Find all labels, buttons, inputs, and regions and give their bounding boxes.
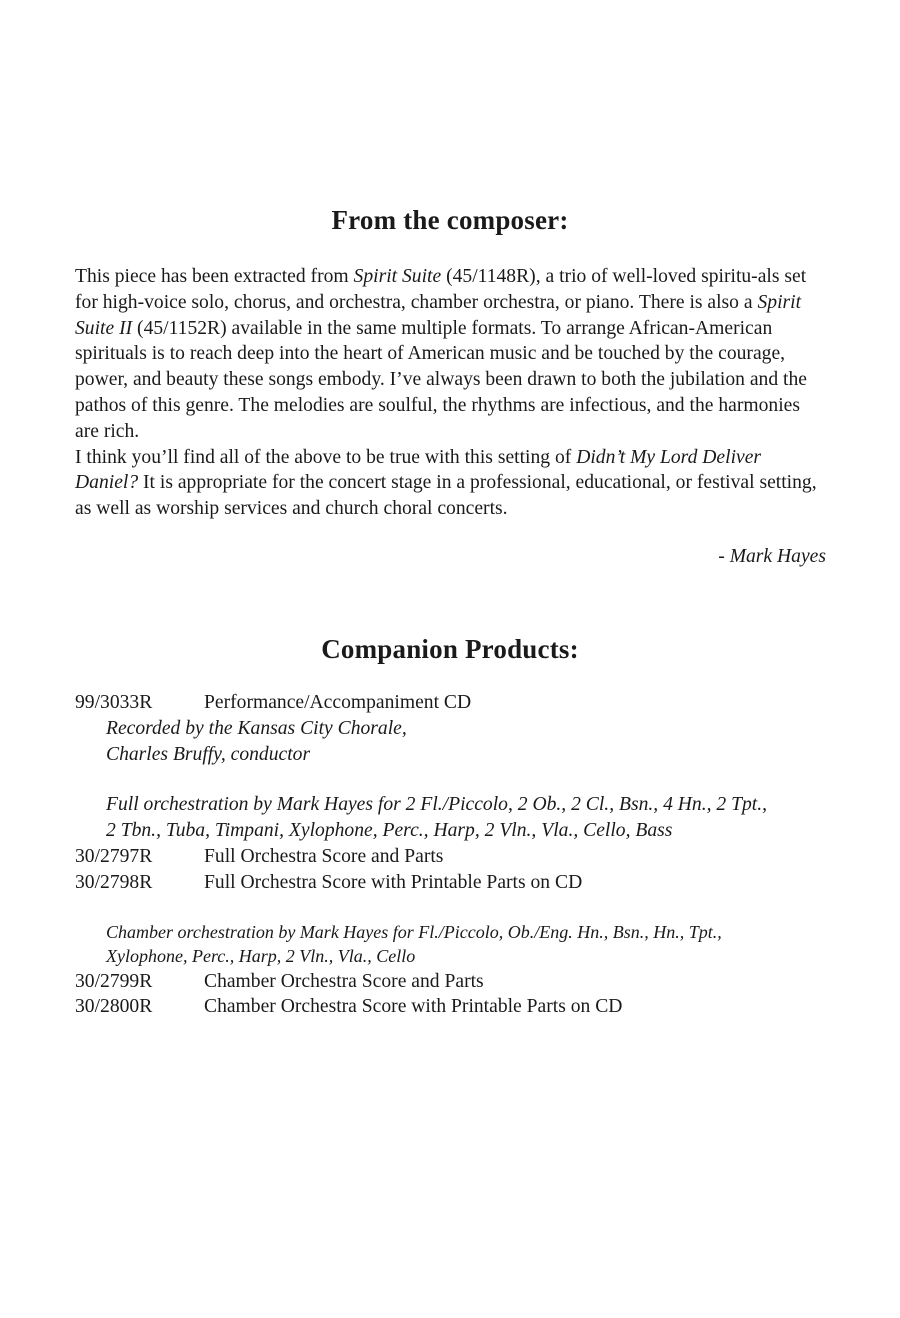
text-run: (45/1148R), a trio of well-loved spiritu-als set for high-voice solo, chorus, and orchestra, chamber orchestra, or piano. There is also a — [75, 266, 807, 313]
product-code: 99/3033R — [75, 692, 153, 713]
composer-paragraph-2 — [75, 445, 827, 522]
note-line: 2 Tbn., Tuba, Timpani, Xylophone, Perc., Harp, 2 Vln., Vla., Cello, Bass — [106, 820, 673, 842]
product-code: 30/2800R — [75, 996, 153, 1018]
product-title: Chamber Orchestra Score with Printable Parts on CD — [204, 996, 623, 1018]
text-run: It is appropriate for the concert stage in a professional, educational, or festival setting, as well as worship services and church choral concerts. — [75, 472, 817, 520]
composer-heading: From the composer: — [331, 205, 569, 235]
note-line: Charles Bruffy, conductor — [106, 743, 311, 765]
work-title: Spirit Suite — [353, 266, 442, 287]
text-run: This piece has been extracted from — [75, 266, 354, 287]
product-code: 30/2797R — [75, 845, 153, 867]
note-line: Chamber orchestration by Mark Hayes for Fl./Piccolo, Ob./Eng. Hn., Bsn., Hn., Tpt., — [106, 921, 722, 942]
product-title: Chamber Orchestra Score and Parts — [204, 970, 484, 992]
note-line: Recorded by the Kansas City Chorale, — [106, 717, 407, 739]
companion-products-list — [75, 690, 835, 1020]
product-row — [75, 969, 835, 995]
text-run: (45/1152R) available in the same multiple formats. To arrange African-American spirituals is to reach deep into the heart of American music and be touched by the courage, power, and beauty these songs embody. I’ve always been drawn to both the jubilation and the pathos of this genre. The melodies are soulful, the rhythms are infectious, and the harmonies are rich. — [75, 317, 807, 442]
composer-signature: - Mark Hayes — [718, 546, 826, 567]
composer-note — [75, 264, 827, 522]
product-row — [75, 870, 835, 896]
companion-heading: Companion Products: — [321, 634, 579, 664]
text-run: I think you’ll find all of the above to be true with this setting of — [75, 446, 577, 468]
product-code: 30/2799R — [75, 970, 153, 992]
product-note — [75, 716, 835, 768]
note-line: Xylophone, Perc., Harp, 2 Vln., Vla., Cello — [106, 946, 416, 967]
product-title: Performance/Accompaniment CD — [204, 692, 472, 713]
product-row — [75, 690, 835, 716]
orchestration-note — [75, 920, 835, 969]
note-line: Full orchestration by Mark Hayes for 2 Fl./Piccolo, 2 Ob., 2 Cl., Bsn., 4 Hn., 2 Tpt., — [106, 794, 768, 816]
work-title: Spirit Suite II — [75, 291, 802, 339]
orchestration-note — [75, 792, 835, 844]
product-title: Full Orchestra Score and Parts — [204, 845, 444, 867]
product-title: Full Orchestra Score with Printable Parts on CD — [204, 871, 583, 893]
product-code: 30/2798R — [75, 871, 153, 893]
product-row — [75, 994, 835, 1020]
work-title: Didn’t My Lord Deliver Daniel? — [75, 446, 762, 494]
product-row — [75, 844, 835, 870]
composer-paragraph-1 — [75, 264, 827, 445]
